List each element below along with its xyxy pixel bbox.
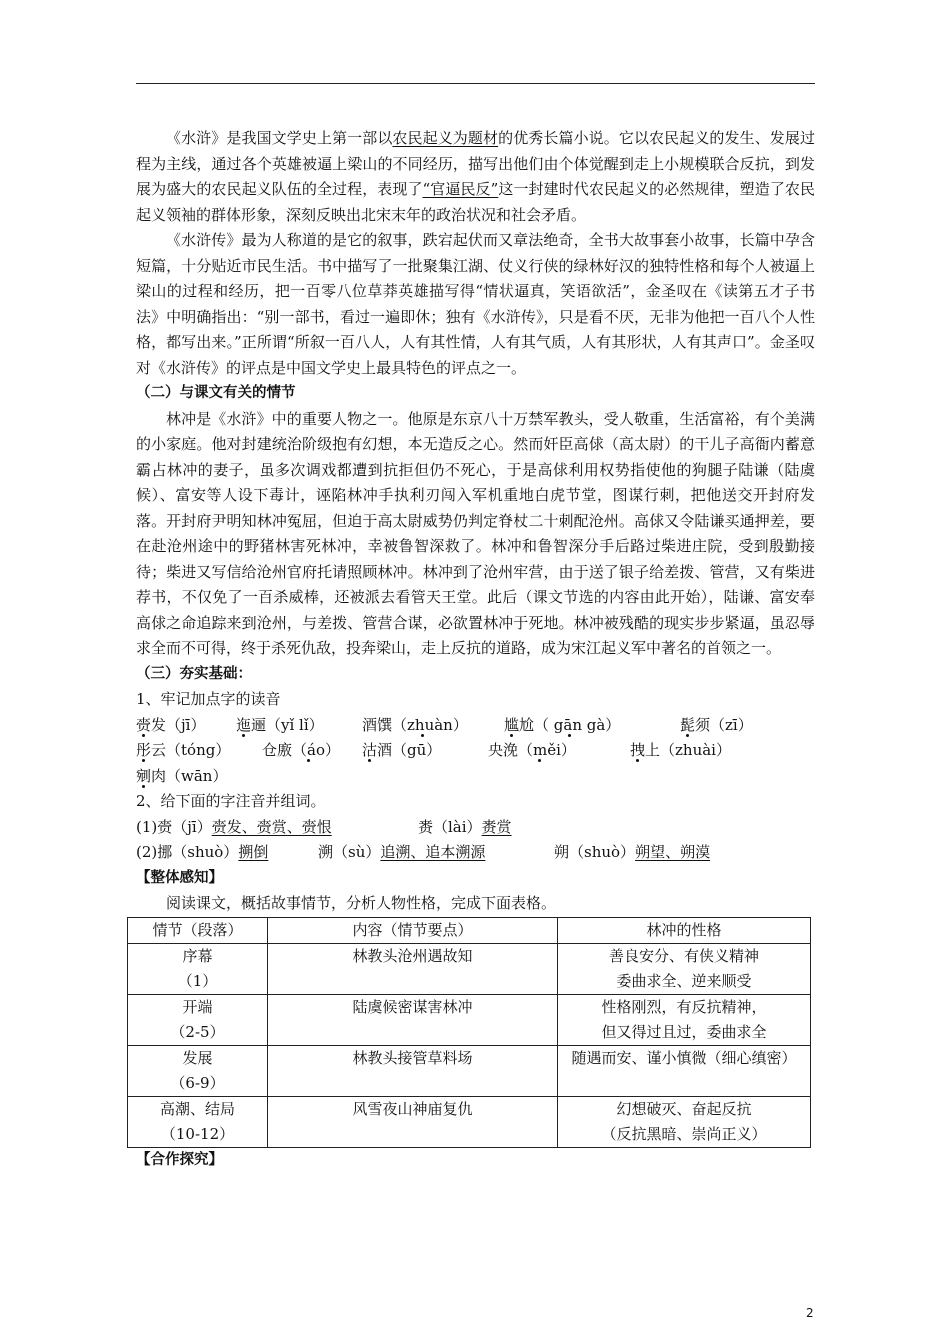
reading-item: 迤逦（yǐ lǐ） — [236, 715, 324, 734]
reading-item: 酒馔（zhuàn） — [362, 715, 468, 734]
intro-paragraph-1: 《水浒》是我国文学史上第一部以农民起义为题材的优秀长篇小说。它以农民起义的发生、发展过程为主线，通过各个英雄被逼上梁山的不同经历，描写出他们由个体觉醒到走上小规模联合反抗，到发展为盛大的农民起义队伍的全过程，表现了“官逼民反”这一封建时代农民起义的必然规律，塑造了农民起义领袖的群体形象，深刻反映出北宋末年的政治状况和社会矛盾。 — [136, 129, 815, 224]
question-2: 2、给下面的字注音并组词。 — [136, 792, 326, 810]
underlined-phrase: “官逼民反” — [422, 180, 499, 198]
section4-heading: 【整体感知】 — [136, 869, 223, 886]
reading-item: 彤云（tóng） — [136, 741, 231, 759]
reading-item: 拽上（zhuài） — [630, 741, 731, 759]
intro-paragraph-2: 《水浒传》最为人称道的是它的叙事，跌宕起伏而又章法绝奇，全书大故事套小故事，长篇中孕含短篇，十分贴近市民生活。书中描写了一批聚集江湖、仗义行侠的绿林好汉的独特性格和每个人被逼上梁山的过程和经历，把一百零八位草莽英雄描写得“情状逼真，笑语欲活”，金圣叹在《读第五才子书法》中明确指出：“别一部书，看过一遍即休；独有《水浒传》，只是看不厌，无非为他把一百八个人性格，都写出来。”正所谓“所叙一百八人，人有其性情，人有其气质，人有其形状，人有其声口”。金圣叹对《水浒传》的评点是中国文学史上最具特色的评点之一。 — [136, 231, 815, 377]
table-row: 发展 （6-9） 林教头接管草料场 随遇而安、谨小慎微（细心缜密） — [128, 1045, 811, 1096]
section2-body: 林冲是《水浒》中的重要人物之一。他原是东京八十万禁军教头，受人敬重，生活富裕，有个美满的小家庭。他对封建统治阶级抱有幻想，本无造反之心。然而奸臣高俅（高太尉）的干儿子高衙内蓄意霸占林冲的妻子，虽多次调戏都遭到抗拒但仍不死心，于是高俅利用权势指使他的狗腿子陆谦（陆虞候）、富安等人设下毒计，诬陷林冲手执利刃闯入军机重地白虎节堂，图谋行刺，把他送交开封府发落。开封府尹明知林冲冤屈，但迫于高太尉威势仍判定脊杖二十刺配沧州。高俅又令陆谦买通押差，要在赴沧州途中的野猪林害死林冲，幸被鲁智深救了。林冲和鲁智深分手后路过柴进庄院，受到殷勤接待；柴进又写信给沧州官府托请照顾林冲。林冲到了沧州牢营，由于送了银子给差拨、管营，又有柴进荐书，不仅免了一百杀威棒，还被派去看管天王堂。此后（课文节选的内容由此开始），陆谦、富安奉高俅之命追踪来到沧州，与差拨、管营合谋，必欲置林冲于死地。林冲被残酷的现实步步紧逼，虽忍辱求全而不可得，终于杀死仇敌，投奔梁山，走上反抗的道路，成为宋江起义军中著名的首领之一。 — [136, 409, 815, 657]
underlined-theme: 农民起义为题材 — [392, 129, 499, 147]
reading-item: 赍发（jī） — [136, 715, 206, 734]
table-row: 高潮、结局 （10-12） 风雪夜山神庙复仇 幻想破灭、奋起反抗 （反抗黑暗、崇尚正义） — [128, 1096, 811, 1147]
page-body — [136, 126, 815, 1173]
table-row: 开端 （2-5） 陆虞候密谋害林冲 性格刚烈，有反抗精神， 但又得过且过，委曲求全 — [128, 994, 811, 1045]
reading-item: 尴尬（ gān gà） — [504, 715, 621, 734]
word-line-2: (2)挪（shuò）搠倒 溯（sù）追溯、追本溯源 朔（shuò）朔望、朔漠 — [136, 843, 711, 861]
header-rule — [136, 83, 815, 84]
table-header: 情节（段落） — [128, 917, 268, 943]
question-1: 1、牢记加点字的读音 — [136, 690, 281, 708]
reading-item: 央浼（měi） — [488, 741, 576, 759]
reading-row-2 — [136, 738, 815, 764]
reading-item: 仓廒（áo） — [262, 741, 340, 759]
reading-item: 沽酒（gū） — [362, 741, 442, 759]
page-number: 2 — [806, 1306, 814, 1320]
reading-row-1 — [136, 713, 815, 739]
table-header-row — [128, 917, 811, 943]
plot-table — [127, 917, 811, 1148]
section3-heading: （三）夯实基础： — [136, 665, 252, 682]
section5-heading: 【合作探究】 — [136, 1151, 223, 1168]
section2-heading: （二）与课文有关的情节 — [136, 385, 296, 401]
table-instruction: 阅读课文，概括故事情节，分析人物性格，完成下面表格。 — [166, 894, 557, 912]
table-row: 序幕 （1） 林教头沧州遇故知 善良安分、有侠义精神 委曲求全、逆来顺受 — [128, 943, 811, 994]
reading-item: 剜肉（wān） — [136, 766, 228, 785]
reading-row-3 — [136, 764, 815, 790]
reading-item: 髭须（zī） — [680, 715, 753, 734]
table-header: 林冲的性格 — [558, 917, 811, 943]
word-line-1: (1)赍（jī）赍发、赍赏、赍恨 赉（lài）赉赏 — [136, 817, 512, 836]
table-header: 内容（情节要点） — [268, 917, 558, 943]
